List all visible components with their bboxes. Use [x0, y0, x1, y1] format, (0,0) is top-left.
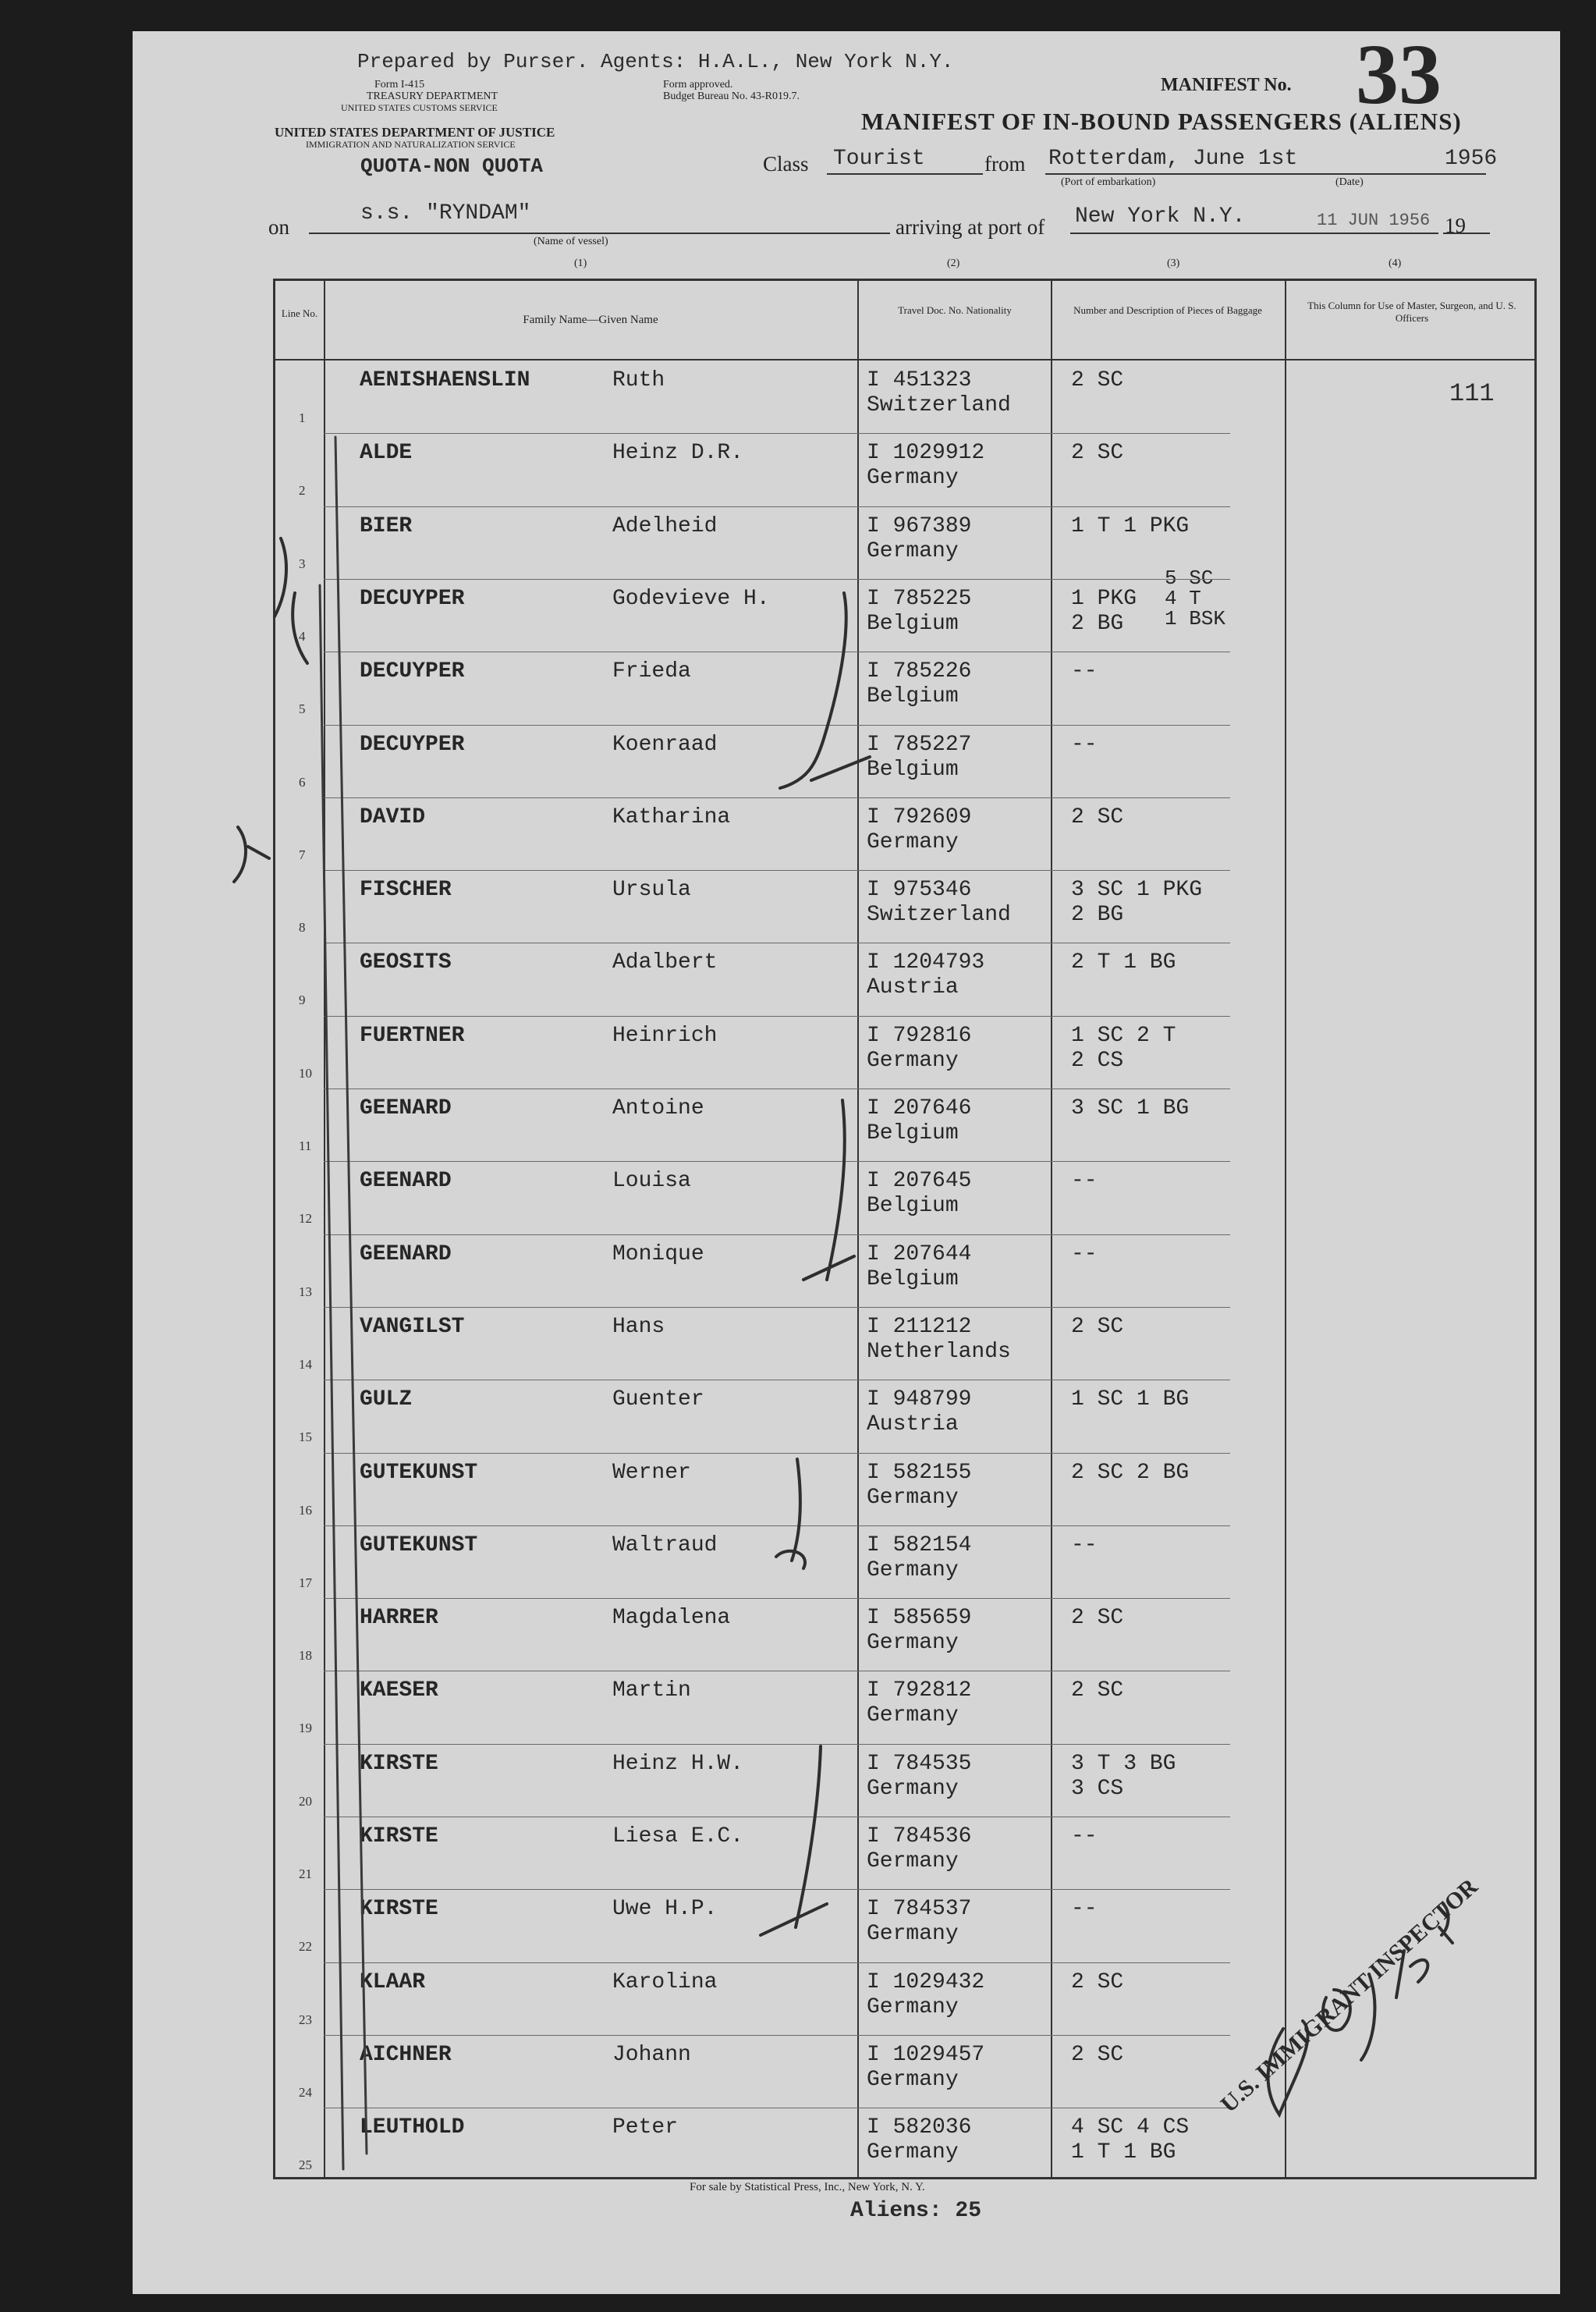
family-name: DECUYPER: [360, 659, 465, 684]
line-number: 8: [299, 920, 306, 936]
given-name: Martin: [612, 1678, 691, 1703]
family-name: LEUTHOLD: [360, 2115, 465, 2140]
nationality: Austria: [867, 1412, 959, 1437]
family-name: KIRSTE: [360, 1824, 438, 1849]
given-name: Peter: [612, 2115, 679, 2140]
travel-doc-number: I 975346: [867, 878, 972, 903]
travel-doc-number: I 967389: [867, 513, 972, 538]
given-name: Hans: [612, 1314, 665, 1339]
line-number: 25: [299, 2158, 312, 2173]
treasury-dept: TREASURY DEPARTMENT: [367, 91, 498, 102]
nationality: Netherlands: [867, 1339, 1011, 1364]
baggage-line-1: 2 SC: [1071, 441, 1124, 466]
travel-doc-number: I 792609: [867, 804, 972, 829]
vessel-name: s.s. "RYNDAM": [360, 201, 531, 226]
header-baggage: Number and Description of Pieces of Baggage: [1073, 304, 1262, 316]
baggage-line-2: 2 BG: [1071, 611, 1124, 636]
nationality: Germany: [867, 1048, 959, 1073]
nationality: Switzerland: [867, 903, 1011, 928]
bracket-mark: [776, 1459, 805, 1568]
line-number: 11: [299, 1138, 312, 1153]
family-name: DAVID: [360, 804, 426, 829]
family-name: FISCHER: [360, 878, 452, 903]
from-value: Rotterdam, June 1st: [1048, 147, 1298, 171]
form-approved: Form approved.: [663, 79, 733, 91]
travel-doc-number: I 582036: [867, 2115, 972, 2140]
baggage-line-1: --: [1071, 1169, 1098, 1194]
travel-doc-number: I 211212: [867, 1314, 972, 1339]
travel-doc-number: I 1029912: [867, 441, 985, 466]
baggage-line-1: 4 SC 4 CS: [1071, 2115, 1190, 2140]
ins-label: IMMIGRATION AND NATURALIZATION SERVICE: [306, 139, 516, 150]
travel-doc-number: I 582155: [867, 1460, 972, 1485]
line-number: 14: [299, 1356, 312, 1372]
family-name: ALDE: [360, 441, 413, 466]
manifest-no-label: MANIFEST No.: [1161, 75, 1292, 95]
year-value: 1956: [1445, 147, 1498, 171]
given-name: Adalbert: [612, 950, 718, 975]
given-name: Heinrich: [612, 1023, 718, 1048]
given-name: Koenraad: [612, 732, 718, 757]
baggage-line-1: --: [1071, 1897, 1098, 1922]
line-number: 20: [299, 1793, 312, 1809]
class-value: Tourist: [833, 147, 925, 171]
arrival-year: 19: [1445, 214, 1466, 237]
nationality: Austria: [867, 975, 959, 1000]
given-name: Louisa: [612, 1169, 691, 1194]
baggage-line-1: 2 SC: [1071, 2042, 1124, 2067]
nationality: Germany: [867, 1557, 959, 1582]
col-4-label: (4): [1389, 257, 1402, 269]
nationality: Germany: [867, 1631, 959, 1656]
class-label: Class: [763, 152, 809, 176]
baggage-line-1: --: [1071, 1241, 1098, 1266]
col-1-label: (1): [574, 257, 587, 269]
nationality: Belgium: [867, 611, 959, 636]
line-number: 24: [299, 2084, 312, 2100]
nationality: Belgium: [867, 1266, 959, 1291]
given-name: Monique: [612, 1241, 704, 1266]
line-number: 16: [299, 1502, 312, 1518]
nationality: Germany: [867, 1485, 959, 1510]
nationality: Belgium: [867, 1121, 959, 1145]
date-caption: (Date): [1335, 176, 1364, 188]
nationality: Germany: [867, 1776, 959, 1801]
baggage-line-1: 2 SC: [1071, 1969, 1124, 1994]
family-name: GULZ: [360, 1387, 413, 1412]
given-name: Johann: [612, 2042, 691, 2067]
family-name: KAESER: [360, 1678, 438, 1703]
col-2-label: (2): [947, 257, 960, 269]
line-number: 4: [299, 628, 306, 644]
baggage-line-2: 2 BG: [1071, 903, 1124, 928]
baggage-line-1: 1 SC 2 T: [1071, 1023, 1176, 1048]
family-name: KIRSTE: [360, 1897, 438, 1922]
nationality: Germany: [867, 2140, 959, 2165]
baggage-line-2: 2 CS: [1071, 1048, 1124, 1073]
family-name: KLAAR: [360, 1969, 426, 1994]
nationality: Germany: [867, 1849, 959, 1873]
bracket-mark: [796, 1746, 821, 1927]
family-name: BIER: [360, 513, 413, 538]
given-name: Uwe H.P.: [612, 1897, 718, 1922]
footer-aliens: Aliens: 25: [850, 2199, 982, 2223]
baggage-line-1: 2 SC: [1071, 1678, 1124, 1703]
header-line-no: Line No.: [281, 307, 318, 319]
family-name: GEENARD: [360, 1169, 452, 1194]
line-number: 1: [299, 410, 306, 425]
manifest-title: MANIFEST OF IN-BOUND PASSENGERS (ALIENS): [861, 108, 1462, 135]
line-number: 23: [299, 2012, 312, 2027]
line-number: 22: [299, 1939, 312, 1955]
family-name: KIRSTE: [360, 1751, 438, 1776]
given-name: Liesa E.C.: [612, 1824, 744, 1849]
nationality: Belgium: [867, 757, 959, 782]
given-name: Frieda: [612, 659, 691, 684]
family-name: AICHNER: [360, 2042, 452, 2067]
given-name: Ursula: [612, 878, 691, 903]
line-number: 18: [299, 1648, 312, 1664]
family-name: AENISHAENSLIN: [360, 368, 530, 392]
given-name: Godevieve H.: [612, 586, 770, 611]
travel-doc-number: I 784535: [867, 1751, 972, 1776]
travel-doc-number: I 207646: [867, 1096, 972, 1120]
baggage-line-1: 2 SC: [1071, 804, 1124, 829]
line-number: 15: [299, 1429, 312, 1445]
nationality: Germany: [867, 2067, 959, 2092]
line-number: 7: [299, 847, 306, 862]
nationality: Switzerland: [867, 393, 1011, 417]
baggage-line-2: 1 T 1 BG: [1071, 2140, 1176, 2165]
baggage-line-1: 1 T 1 PKG: [1071, 513, 1190, 538]
baggage-extra: 5 SC 4 T 1 BSK: [1165, 566, 1226, 630]
baggage-line-1: 2 SC 2 BG: [1071, 1460, 1190, 1485]
budget-bureau: Budget Bureau No. 43-R019.7.: [663, 91, 800, 102]
travel-doc-number: I 948799: [867, 1387, 972, 1412]
baggage-line-1: 1 PKG: [1071, 586, 1137, 611]
bracket-mark: [780, 593, 846, 788]
line-number: 9: [299, 993, 306, 1008]
line-number: 3: [299, 556, 306, 571]
baggage-line-1: 2 SC: [1071, 1606, 1124, 1631]
nationality: Germany: [867, 1703, 959, 1728]
given-name: Waltraud: [612, 1532, 718, 1557]
nationality: Germany: [867, 1994, 959, 2019]
line-number: 6: [299, 774, 306, 790]
baggage-line-1: 3 T 3 BG: [1071, 1751, 1176, 1776]
travel-doc-number: I 792816: [867, 1023, 972, 1048]
family-name: GEENARD: [360, 1096, 452, 1120]
footer-printer: For sale by Statistical Press, Inc., New York, N. Y.: [690, 2181, 925, 2193]
travel-doc-number: I 784537: [867, 1897, 972, 1922]
arriving-label: arriving at port of: [896, 215, 1045, 239]
line-number: 13: [299, 1284, 312, 1299]
nationality: Belgium: [867, 684, 959, 709]
family-name: GUTEKUNST: [360, 1460, 478, 1485]
given-name: Heinz D.R.: [612, 441, 744, 466]
travel-doc-number: I 785227: [867, 732, 972, 757]
manifest-number: 33: [1356, 27, 1442, 122]
form-number: Form I-415: [374, 79, 425, 91]
travel-doc-number: I 784536: [867, 1824, 972, 1849]
officer-note: 111: [1449, 379, 1495, 408]
quota-label: QUOTA-NON QUOTA: [360, 154, 544, 178]
arrival-date-stamp: 11 JUN 1956: [1317, 211, 1431, 230]
nationality: Germany: [867, 829, 959, 854]
given-name: Ruth: [612, 368, 665, 392]
given-name: Adelheid: [612, 513, 718, 538]
given-name: Antoine: [612, 1096, 704, 1120]
travel-doc-number: I 1029457: [867, 2042, 985, 2067]
travel-doc-number: I 1029432: [867, 1969, 985, 1994]
travel-doc-number: I 785226: [867, 659, 972, 684]
family-name: VANGILST: [360, 1314, 465, 1339]
line-number: 21: [299, 1866, 312, 1881]
line-number: 10: [299, 1065, 312, 1081]
travel-doc-number: I 585659: [867, 1606, 972, 1631]
nationality: Belgium: [867, 1194, 959, 1219]
line-number: 5: [299, 701, 306, 717]
family-name: DECUYPER: [360, 586, 465, 611]
family-name: GEOSITS: [360, 950, 452, 975]
header-name: Family Name—Given Name: [523, 314, 658, 326]
inspector-stamp: U.S. IMMIGRANT INSPECTOR: [1215, 1873, 1483, 2118]
bracket-mark: [827, 1100, 845, 1280]
travel-doc-number: I 1204793: [867, 950, 985, 975]
customs-service: UNITED STATES CUSTOMS SERVICE: [341, 102, 498, 113]
given-name: Karolina: [612, 1969, 718, 1994]
col-3-label: (3): [1167, 257, 1180, 269]
baggage-line-1: 2 SC: [1071, 368, 1124, 392]
given-name: Werner: [612, 1460, 691, 1485]
travel-doc-number: I 207645: [867, 1169, 972, 1194]
baggage-line-1: 3 SC 1 BG: [1071, 1096, 1190, 1120]
family-name: HARRER: [360, 1606, 438, 1631]
baggage-line-1: 2 SC: [1071, 1314, 1124, 1339]
family-name: GUTEKUNST: [360, 1532, 478, 1557]
nationality: Germany: [867, 538, 959, 563]
baggage-line-2: 3 CS: [1071, 1776, 1124, 1801]
line-number: 17: [299, 1575, 312, 1590]
header-officers: This Column for Use of Master, Surgeon, and U. S. Officers: [1307, 300, 1516, 324]
travel-doc-number: I 451323: [867, 368, 972, 392]
arrival-port: New York N.Y.: [1075, 204, 1246, 229]
family-name: FUERTNER: [360, 1023, 465, 1048]
travel-doc-number: I 207644: [867, 1241, 972, 1266]
given-name: Guenter: [612, 1387, 704, 1412]
family-name: DECUYPER: [360, 732, 465, 757]
baggage-line-1: --: [1071, 659, 1098, 684]
baggage-line-1: --: [1071, 732, 1098, 757]
travel-doc-number: I 785225: [867, 586, 972, 611]
baggage-line-1: --: [1071, 1532, 1098, 1557]
line-number: 12: [299, 1211, 312, 1227]
travel-doc-number: I 582154: [867, 1532, 972, 1557]
on-label: on: [268, 215, 289, 239]
given-name: Katharina: [612, 804, 731, 829]
baggage-line-1: 3 SC 1 PKG: [1071, 878, 1203, 903]
from-label: from: [984, 152, 1026, 176]
baggage-line-1: 1 SC 1 BG: [1071, 1387, 1190, 1412]
nationality: Germany: [867, 466, 959, 491]
header-travel-doc: Travel Doc. No. Nationality: [898, 304, 1012, 316]
given-name: Magdalena: [612, 1606, 731, 1631]
port-embark-caption: (Port of embarkation): [1061, 176, 1156, 188]
vessel-caption: (Name of vessel): [534, 236, 608, 247]
family-name: GEENARD: [360, 1241, 452, 1266]
baggage-line-1: --: [1071, 1824, 1098, 1849]
line-number: 19: [299, 1721, 312, 1736]
given-name: Heinz H.W.: [612, 1751, 744, 1776]
nationality: Germany: [867, 1922, 959, 1947]
baggage-line-1: 2 T 1 BG: [1071, 950, 1176, 975]
prepared-by: Prepared by Purser. Agents: H.A.L., New York N.Y.: [357, 50, 954, 73]
travel-doc-number: I 792812: [867, 1678, 972, 1703]
line-number: 2: [299, 483, 306, 499]
doj-label: UNITED STATES DEPARTMENT OF JUSTICE: [275, 125, 555, 140]
